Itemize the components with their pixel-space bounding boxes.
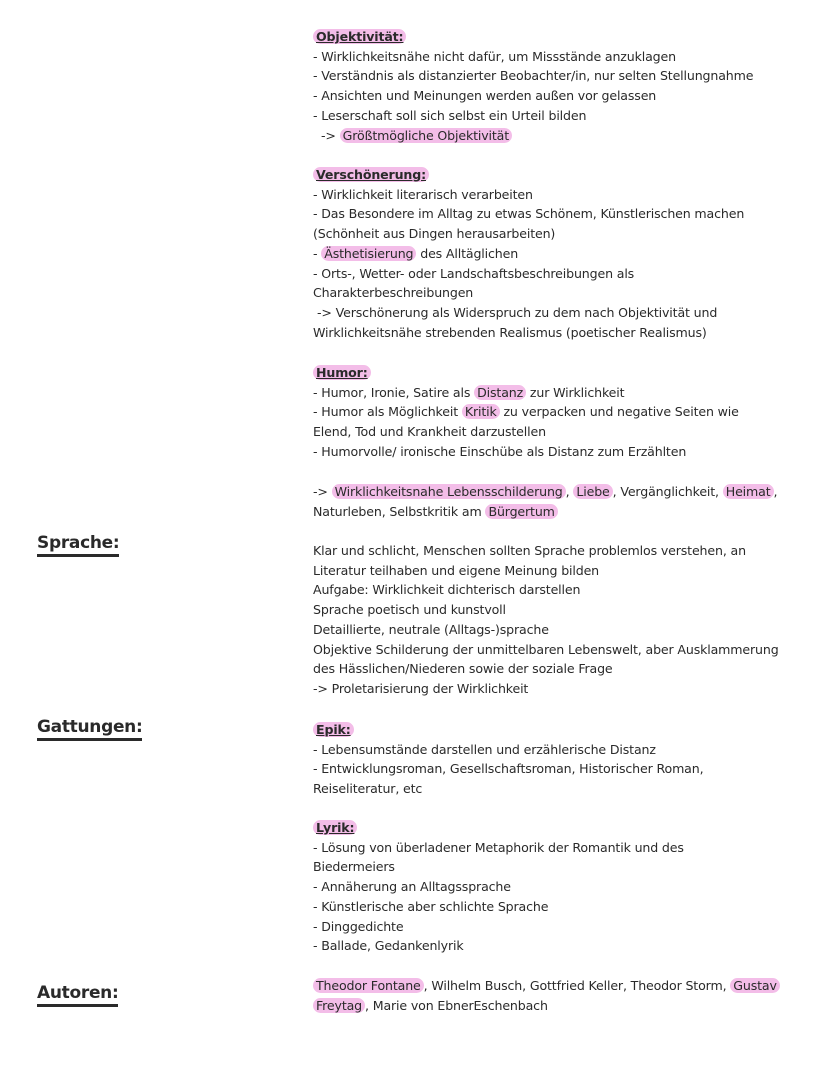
list-item: - Annäherung an Alltagssprache (313, 879, 511, 895)
list-item: Literatur teilhaben und eigene Meinung bilden (313, 562, 600, 578)
list-item: - Künstlerische aber schlichte Sprache (313, 898, 549, 914)
list-item: - Wirklichkeitsnähe nicht dafür, um Missstände anzuklagen (313, 48, 676, 64)
objektivitaet-heading: Objektivität: (313, 29, 406, 44)
heading-gattungen: Gattungen: (37, 717, 142, 741)
list-item: - Lösung von überladener Metaphorik der Romantik und des (313, 839, 684, 855)
list-item: - Lebensumstände darstellen und erzählerische Distanz (313, 741, 656, 757)
objektivitaet-conclusion: -> Größtmögliche Objektivität (313, 126, 803, 146)
list-item: Theodor Fontane , Wilhelm Busch, Gottfried Keller, Theodor Storm, Gustav (313, 976, 803, 996)
list-item: Detaillierte, neutrale (Alltags-)sprache (313, 621, 549, 637)
list-item: Aufgabe: Wirklichkeit dichterisch darstellen (313, 582, 581, 598)
list-item: Charakterbeschreibungen (313, 285, 474, 301)
list-item: - Leserschaft soll sich selbst ein Urteil bilden (313, 107, 587, 123)
list-item: Objektive Schilderung der unmittelbaren Lebenswelt, aber Ausklammerung (313, 641, 779, 657)
list-item: Naturleben, Selbstkritik am Bürgertum (313, 502, 803, 522)
list-item: - Humor, Ironie, Satire als Distanz zur Wirklichkeit (313, 384, 625, 400)
list-item: -> Wirklichkeitsnahe Lebensschilderung , Liebe , Vergänglichkeit, Heimat , (313, 484, 778, 499)
list-item: (Schönheit aus Dingen herausarbeiten) (313, 226, 556, 242)
list-item: des Hässlichen/Niederen sowie der soziale Frage (313, 661, 613, 677)
list-item: Klar und schlicht, Menschen sollten Sprache problemlos verstehen, an (313, 543, 746, 558)
list-item: - Orts-, Wetter- oder Landschaftsbeschreibungen als (313, 265, 635, 281)
heading-autoren: Autoren: (37, 983, 118, 1007)
epik-heading: Epik: (313, 722, 354, 737)
list-item: - Humorvolle/ ironische Einschübe als Distanz zum Erzählten (313, 443, 687, 459)
list-item: -> Proletarisierung der Wirklichkeit (313, 680, 529, 696)
list-item: Elend, Tod und Krankheit darzustellen (313, 424, 546, 440)
section-themen (313, 482, 803, 521)
list-item: Freytag , Marie von EbnerEschenbach (313, 996, 803, 1016)
list-item: - Verständnis als distanzierter Beobachter/in, nur selten Stellungnahme (313, 68, 754, 84)
section-epik (313, 720, 803, 799)
list-item: Biedermeiers (313, 859, 395, 875)
list-item: - Ansichten und Meinungen werden außen vor gelassen (313, 88, 657, 104)
list-item: Wirklichkeitsnähe strebenden Realismus (poetischer Realismus) (313, 324, 707, 340)
humor-heading: Humor: (313, 365, 371, 380)
list-item: - Entwicklungsroman, Gesellschaftsroman, Historischer Roman, (313, 761, 704, 777)
section-sprache (313, 541, 803, 699)
lyrik-heading: Lyrik: (313, 820, 357, 835)
list-item: - Ballade, Gedankenlyrik (313, 938, 464, 954)
list-item: Reiseliteratur, etc (313, 781, 423, 797)
list-item: - Das Besondere im Alltag zu etwas Schönem, Künstlerischen machen (313, 206, 745, 222)
section-objektivitaet (313, 27, 803, 145)
list-item: - Humor als Möglichkeit Kritik zu verpacken und negative Seiten wie (313, 404, 739, 420)
list-item: Sprache poetisch und kunstvoll (313, 602, 506, 618)
list-item: - Dinggedichte (313, 918, 404, 934)
section-lyrik (313, 818, 803, 956)
list-item: -> Verschönerung als Widerspruch zu dem nach Objektivität und (317, 304, 718, 320)
section-verschoenerung (313, 165, 803, 342)
heading-sprache: Sprache: (37, 533, 119, 557)
section-autoren (313, 976, 803, 1015)
list-item: - Wirklichkeit literarisch verarbeiten (313, 186, 533, 202)
list-item: - Ästhetisierung des Alltäglichen (313, 245, 519, 261)
verschoenerung-heading: Verschönerung: (313, 167, 429, 182)
section-humor (313, 363, 803, 462)
